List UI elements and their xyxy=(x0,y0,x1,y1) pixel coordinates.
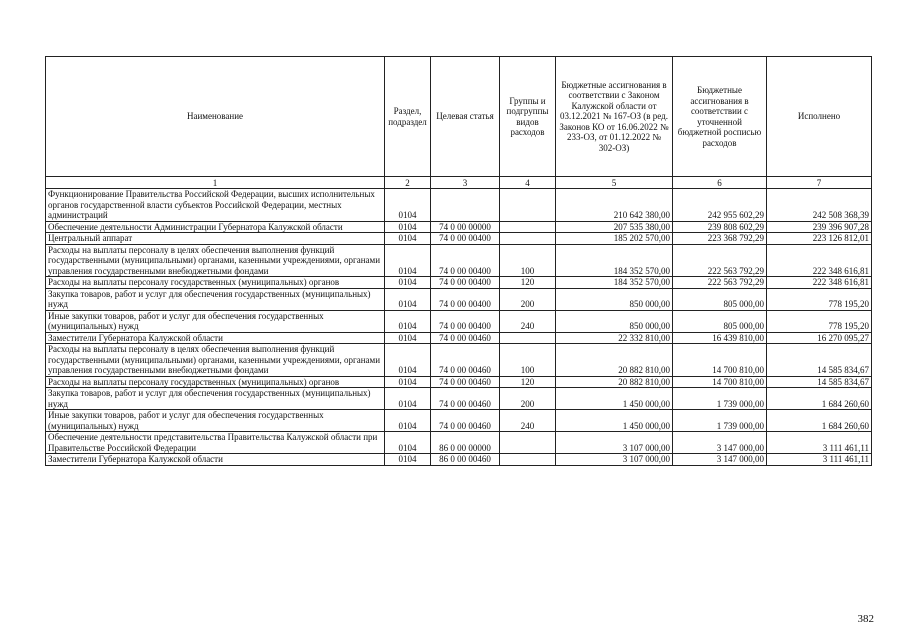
row-law-amount-cell: 850 000,00 xyxy=(556,310,673,332)
row-target-cell: 74 0 00 00460 xyxy=(431,388,500,410)
column-number: 1 xyxy=(46,177,385,189)
row-target-cell: 74 0 00 00400 xyxy=(431,288,500,310)
row-law-amount-cell: 20 882 810,00 xyxy=(556,376,673,388)
row-law-amount-cell: 185 202 570,00 xyxy=(556,233,673,245)
header-assign-law: Бюджетные ассигнования в соответствии с Законом Калужской области от 03.12.2021 № 167-ОЗ (в ред. Законов КО от 16.06.2022 № 233-ОЗ, от 01.12.2022 № 302-ОЗ) xyxy=(556,57,673,177)
row-law-amount-cell: 184 352 570,00 xyxy=(556,277,673,289)
row-refined-amount-cell: 242 955 602,29 xyxy=(673,189,767,222)
row-section-cell: 0104 xyxy=(385,388,431,410)
row-refined-amount-cell: 805 000,00 xyxy=(673,288,767,310)
row-target-cell: 74 0 00 00000 xyxy=(431,221,500,233)
header-target: Целевая статья xyxy=(431,57,500,177)
row-group-cell xyxy=(500,233,556,245)
table-row xyxy=(46,310,872,332)
table-row xyxy=(46,332,872,344)
row-name-cell: Обеспечение деятельности представительства Правительства Калужской области при Правительстве Российской Федерации xyxy=(46,432,385,454)
row-executed-amount-cell: 16 270 095,27 xyxy=(767,332,872,344)
row-target-cell: 74 0 00 00460 xyxy=(431,344,500,377)
row-law-amount-cell: 207 535 380,00 xyxy=(556,221,673,233)
table-row xyxy=(46,410,872,432)
row-name-cell: Расходы на выплаты персоналу в целях обеспечения выполнения функций государственными (муниципальными) органами, казенными учреждениями, органами управления государственными внебюджетными фондами xyxy=(46,344,385,377)
row-executed-amount-cell: 223 126 812,01 xyxy=(767,233,872,245)
row-refined-amount-cell: 222 563 792,29 xyxy=(673,244,767,277)
table-body xyxy=(46,189,872,466)
page-number: 382 xyxy=(857,613,874,625)
row-group-cell xyxy=(500,221,556,233)
row-target-cell: 74 0 00 00460 xyxy=(431,332,500,344)
row-target-cell: 86 0 00 00000 xyxy=(431,432,500,454)
row-section-cell: 0104 xyxy=(385,410,431,432)
row-law-amount-cell: 3 107 000,00 xyxy=(556,454,673,466)
row-executed-amount-cell: 778 195,20 xyxy=(767,288,872,310)
row-section-cell: 0104 xyxy=(385,221,431,233)
table-row xyxy=(46,221,872,233)
row-target-cell: 86 0 00 00460 xyxy=(431,454,500,466)
row-group-cell xyxy=(500,432,556,454)
row-executed-amount-cell: 1 684 260,60 xyxy=(767,388,872,410)
row-group-cell: 240 xyxy=(500,410,556,432)
row-group-cell xyxy=(500,332,556,344)
row-law-amount-cell: 850 000,00 xyxy=(556,288,673,310)
row-group-cell: 120 xyxy=(500,277,556,289)
row-name-cell: Центральный аппарат xyxy=(46,233,385,245)
table-row xyxy=(46,288,872,310)
row-section-cell: 0104 xyxy=(385,344,431,377)
header-name: Наименование xyxy=(46,57,385,177)
row-section-cell: 0104 xyxy=(385,189,431,222)
row-target-cell: 74 0 00 00400 xyxy=(431,310,500,332)
row-law-amount-cell: 20 882 810,00 xyxy=(556,344,673,377)
row-section-cell: 0104 xyxy=(385,310,431,332)
row-section-cell: 0104 xyxy=(385,332,431,344)
header-executed: Исполнено xyxy=(767,57,872,177)
table-row xyxy=(46,233,872,245)
row-target-cell: 74 0 00 00460 xyxy=(431,410,500,432)
column-number: 5 xyxy=(556,177,673,189)
row-refined-amount-cell: 3 147 000,00 xyxy=(673,454,767,466)
row-target-cell: 74 0 00 00400 xyxy=(431,277,500,289)
row-group-cell: 100 xyxy=(500,244,556,277)
table-row xyxy=(46,432,872,454)
budget-table xyxy=(45,56,872,466)
row-refined-amount-cell: 239 808 602,29 xyxy=(673,221,767,233)
header-row xyxy=(46,57,872,177)
row-group-cell: 240 xyxy=(500,310,556,332)
row-target-cell: 74 0 00 00400 xyxy=(431,244,500,277)
row-executed-amount-cell: 222 348 616,81 xyxy=(767,244,872,277)
table-row xyxy=(46,344,872,377)
header-section: Раздел, подраздел xyxy=(385,57,431,177)
row-name-cell: Обеспечение деятельности Администрации Губернатора Калужской области xyxy=(46,221,385,233)
row-law-amount-cell: 1 450 000,00 xyxy=(556,388,673,410)
row-group-cell xyxy=(500,189,556,222)
table-row xyxy=(46,376,872,388)
row-executed-amount-cell: 3 111 461,11 xyxy=(767,454,872,466)
row-refined-amount-cell: 14 700 810,00 xyxy=(673,344,767,377)
column-number: 2 xyxy=(385,177,431,189)
row-section-cell: 0104 xyxy=(385,432,431,454)
row-name-cell: Расходы на выплаты персоналу государственных (муниципальных) органов xyxy=(46,277,385,289)
row-name-cell: Расходы на выплаты персоналу в целях обеспечения выполнения функций государственными (муниципальными) органами, казенными учреждениями, органами управления государственными внебюджетными фондами xyxy=(46,244,385,277)
row-name-cell: Иные закупки товаров, работ и услуг для обеспечения государственных (муниципальных) нужд xyxy=(46,410,385,432)
row-law-amount-cell: 22 332 810,00 xyxy=(556,332,673,344)
header-assign-refined: Бюджетные ассигнования в соответствии с уточненной бюджетной росписью расходов xyxy=(673,57,767,177)
row-law-amount-cell: 1 450 000,00 xyxy=(556,410,673,432)
row-group-cell: 200 xyxy=(500,388,556,410)
row-name-cell: Заместители Губернатора Калужской области xyxy=(46,454,385,466)
row-target-cell xyxy=(431,189,500,222)
row-section-cell: 0104 xyxy=(385,277,431,289)
row-section-cell: 0104 xyxy=(385,376,431,388)
row-name-cell: Закупка товаров, работ и услуг для обеспечения государственных (муниципальных) нужд xyxy=(46,288,385,310)
row-group-cell xyxy=(500,454,556,466)
column-number-row xyxy=(46,177,872,189)
column-number: 3 xyxy=(431,177,500,189)
table-row xyxy=(46,277,872,289)
row-executed-amount-cell: 14 585 834,67 xyxy=(767,376,872,388)
row-group-cell: 120 xyxy=(500,376,556,388)
row-group-cell: 200 xyxy=(500,288,556,310)
row-section-cell: 0104 xyxy=(385,233,431,245)
header-groups: Группы и подгруппы видов расходов xyxy=(500,57,556,177)
column-number: 4 xyxy=(500,177,556,189)
row-target-cell: 74 0 00 00460 xyxy=(431,376,500,388)
column-number: 7 xyxy=(767,177,872,189)
row-executed-amount-cell: 778 195,20 xyxy=(767,310,872,332)
row-name-cell: Расходы на выплаты персоналу государственных (муниципальных) органов xyxy=(46,376,385,388)
row-executed-amount-cell: 1 684 260,60 xyxy=(767,410,872,432)
row-law-amount-cell: 3 107 000,00 xyxy=(556,432,673,454)
row-name-cell: Иные закупки товаров, работ и услуг для обеспечения государственных (муниципальных) нужд xyxy=(46,310,385,332)
row-executed-amount-cell: 222 348 616,81 xyxy=(767,277,872,289)
row-name-cell: Закупка товаров, работ и услуг для обеспечения государственных (муниципальных) нужд xyxy=(46,388,385,410)
row-executed-amount-cell: 239 396 907,28 xyxy=(767,221,872,233)
row-section-cell: 0104 xyxy=(385,288,431,310)
row-refined-amount-cell: 16 439 810,00 xyxy=(673,332,767,344)
row-refined-amount-cell: 223 368 792,29 xyxy=(673,233,767,245)
row-executed-amount-cell: 3 111 461,11 xyxy=(767,432,872,454)
row-refined-amount-cell: 3 147 000,00 xyxy=(673,432,767,454)
row-refined-amount-cell: 805 000,00 xyxy=(673,310,767,332)
row-group-cell: 100 xyxy=(500,344,556,377)
column-number: 6 xyxy=(673,177,767,189)
row-refined-amount-cell: 14 700 810,00 xyxy=(673,376,767,388)
row-refined-amount-cell: 1 739 000,00 xyxy=(673,410,767,432)
row-refined-amount-cell: 222 563 792,29 xyxy=(673,277,767,289)
row-name-cell: Заместители Губернатора Калужской области xyxy=(46,332,385,344)
row-law-amount-cell: 184 352 570,00 xyxy=(556,244,673,277)
row-name-cell: Функционирование Правительства Российской Федерации, высших исполнительных органов государственной власти субъектов Российской Федерации, местных администраций xyxy=(46,189,385,222)
row-target-cell: 74 0 00 00400 xyxy=(431,233,500,245)
row-executed-amount-cell: 242 508 368,39 xyxy=(767,189,872,222)
row-law-amount-cell: 210 642 380,00 xyxy=(556,189,673,222)
row-refined-amount-cell: 1 739 000,00 xyxy=(673,388,767,410)
table-row xyxy=(46,388,872,410)
table-row xyxy=(46,189,872,222)
row-section-cell: 0104 xyxy=(385,244,431,277)
table-row xyxy=(46,244,872,277)
row-executed-amount-cell: 14 585 834,67 xyxy=(767,344,872,377)
table-row xyxy=(46,454,872,466)
row-section-cell: 0104 xyxy=(385,454,431,466)
